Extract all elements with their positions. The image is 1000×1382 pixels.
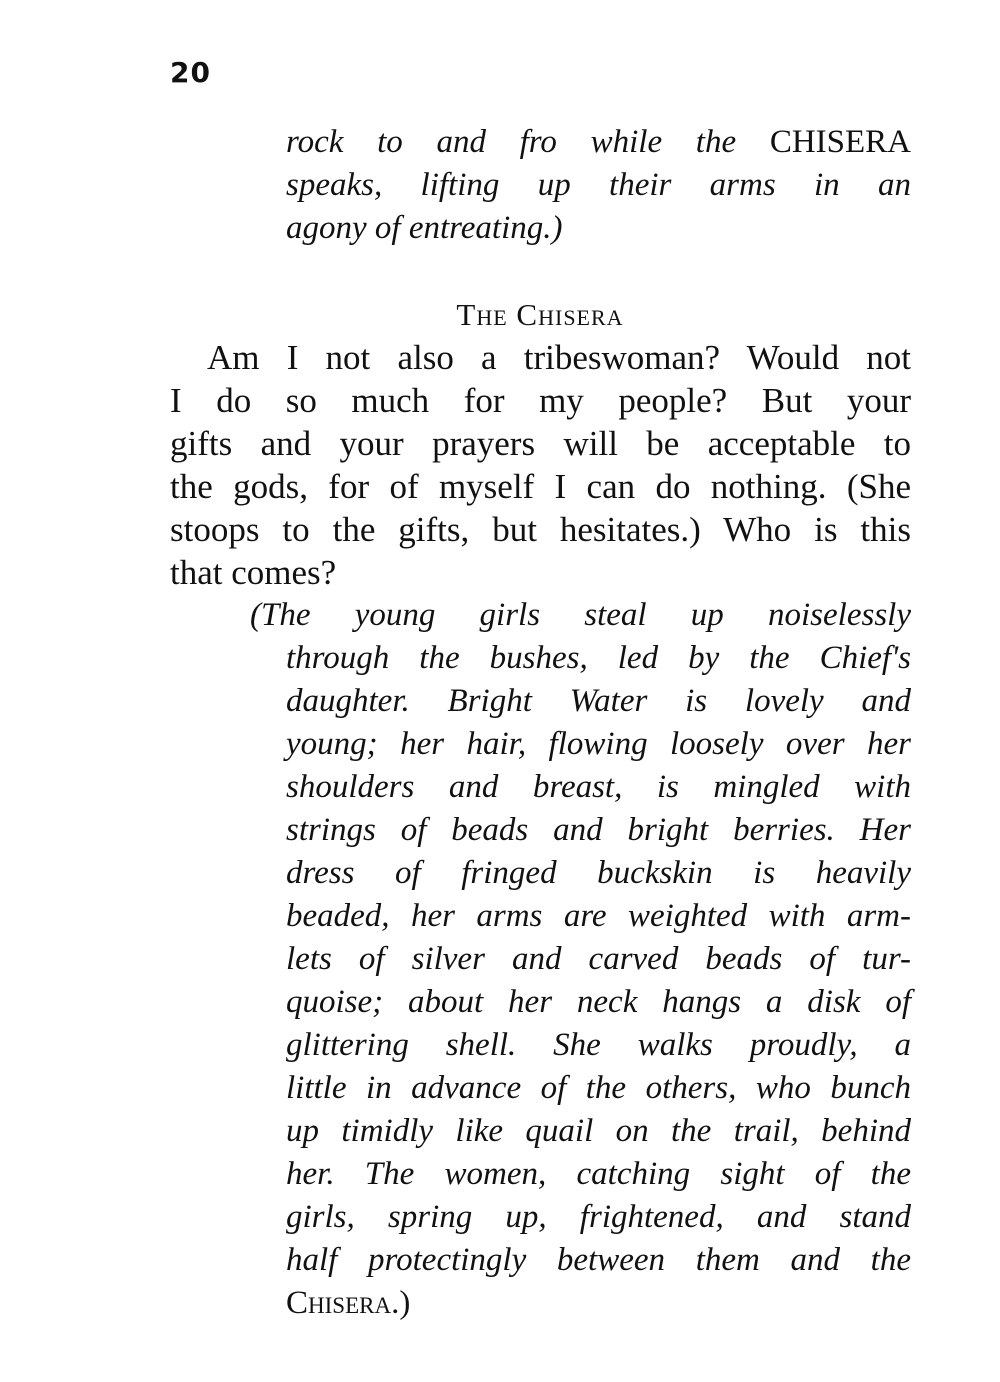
- speech-line: stoops to the gifts, but hesitates.) Who is this: [170, 510, 911, 549]
- text-line: girls, spring up, frightened, and stand: [286, 1199, 911, 1235]
- text-line: little in advance of the others, who bunch: [286, 1070, 911, 1106]
- text-line: dress of fringed buckskin is heavily: [286, 855, 911, 891]
- text-line: up timidly like quail on the trail, behind: [286, 1113, 911, 1149]
- speech-line: Am I not also a tribeswoman? Would not: [207, 338, 911, 377]
- text-line: beaded, her arms are weighted with arm-: [286, 898, 911, 934]
- text-line: her. The women, catching sight of the: [286, 1156, 911, 1192]
- text-line: quoise; about her neck hangs a disk of: [286, 984, 911, 1020]
- character-name: CHISERA: [769, 124, 911, 160]
- speech-line: I do so much for my people? But your: [170, 381, 911, 420]
- speech-line: the gods, for of myself I can do nothing. (She: [170, 467, 911, 506]
- text-line: shoulders and breast, is mingled with: [286, 769, 911, 805]
- speech-line: that comes?: [170, 553, 337, 592]
- text-line: young; her hair, flowing loosely over her: [286, 726, 911, 762]
- text-line: [286, 121, 911, 164]
- text-line: lets of silver and carved beads of tur-: [286, 941, 911, 977]
- speech-line: gifts and your prayers will be acceptable to: [170, 424, 911, 463]
- text-line: strings of beads and bright berries. Her: [286, 812, 911, 848]
- character-name: Chisera.): [286, 1285, 411, 1321]
- text-line: (The young girls steal up noiselessly: [250, 597, 911, 633]
- text-line: agony of entreating.): [286, 210, 563, 246]
- text-line: through the bushes, led by the Chief's: [286, 640, 911, 676]
- text-line: half protectingly between them and the: [286, 1242, 911, 1278]
- text-line: daughter. Bright Water is lovely and: [286, 683, 911, 719]
- speaker-heading: The Chisera: [456, 297, 624, 332]
- page-number: 20: [170, 56, 211, 89]
- text-line: glittering shell. She walks proudly, a: [286, 1027, 911, 1063]
- text-segment: rock to and fro while the: [286, 124, 770, 160]
- text-line: speaks, lifting up their arms in an: [286, 167, 911, 203]
